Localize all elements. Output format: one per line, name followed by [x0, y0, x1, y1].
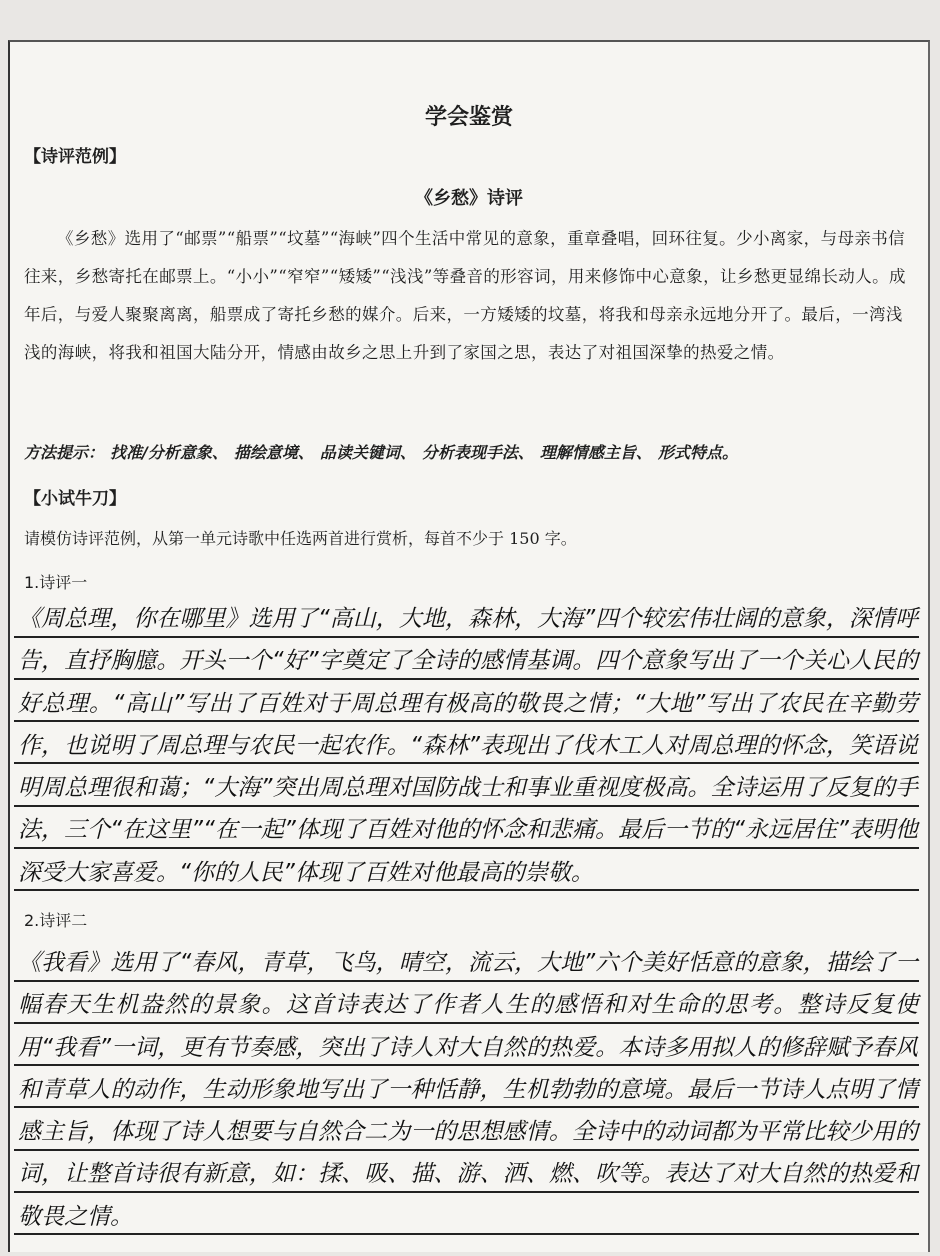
method-tip-2: 描绘意境、: [233, 443, 314, 462]
review2-label: 2.诗评二: [24, 911, 88, 930]
review1-label: 1.诗评一: [24, 573, 88, 592]
example-paragraph: 《乡愁》选用了“邮票”“船票”“坟墓”“海峡”四个生活中常见的意象，重章叠唱，回环往复。少小离家，与母亲书信往来，乡愁寄托在邮票上。“小小”“窄窄”“矮矮”“浅浅”等叠音的形容词，用来修饰中心意象，让乡愁更显绵长动人。成年后，与爱人聚聚离离，船票成了寄托乡愁的媒介。后来，一方矮矮的坟墓，将我和母亲永远地分开了。最后，一湾浅浅的海峡，将我和祖国大陆分开，情感由故乡之思上升到了家国之思，表达了对祖国深挚的热爱之情。: [24, 229, 906, 362]
method-tip-3: 品读关键词、: [319, 443, 416, 462]
example-title: 《乡愁》诗评: [415, 188, 523, 209]
method-tip-5: 理解情感主旨、: [539, 443, 652, 462]
method-tips: [24, 440, 909, 463]
worksheet-page: [8, 40, 930, 1252]
page-title: 学会鉴赏: [424, 105, 513, 130]
method-tip-6: 形式特点。: [657, 443, 738, 462]
example-section-heading: 【诗评范例】: [24, 147, 126, 167]
review2-handwritten-text: 《我看》选用了“春风，青草，飞鸟，晴空，流云，大地”六个美好恬意的意象，描绘了一幅春天生机盎然的景象。这首诗表达了作者人生的感悟和对生命的思考。整诗反复使用“我看”一词，更有节奏感，突出了诗人对大自然的热爱。本诗多用拟人的修辞赋予春风和青草人的动作，生动形象地写出了一种恬静，生机勃勃的意境。最后一节诗人点明了情感主旨，体现了诗人想要与自然合二为一的思想感情。全诗中的动词都为平常比较少用的词，让整首诗很有新意，如：揉、吸、描、游、洒、燃、吹等。表达了对大自然的热爱和敬畏之情。: [18, 950, 918, 1230]
assignment-prompt: 请模仿诗评范例，从第一单元诗歌中任选两首进行赏析，每首不少于 150 字。: [24, 529, 577, 548]
method-tips-label: 方法提示：: [24, 443, 105, 462]
practice-section-heading: 【小试牛刀】: [24, 489, 126, 509]
review1-handwritten-text: 《周总理，你在哪里》选用了“高山，大地，森林，大海”四个较宏伟壮阔的意象，深情呼告，直抒胸臆。开头一个“好”字奠定了全诗的感情基调。四个意象写出了一个关心人民的好总理。“高山”写出了百姓对于周总理有极高的敬畏之情；“大地”写出了农民在辛勤劳作，也说明了周总理与农民一起农作。“森林”表现出了伐木工人对周总理的怀念，笑语说明周总理很和蔼；“大海”突出周总理对国防战士和事业重视度极高。全诗运用了反复的手法，三个“在这里”“在一起”体现了百姓对他的怀念和悲痛。最后一节的“永远居住”表明他深受大家喜爱。“你的人民”体现了百姓对他最高的崇敬。: [18, 606, 918, 886]
method-tip-4: 分析表现手法、: [421, 443, 534, 462]
method-tip-1: 找准/分析意象、: [110, 443, 228, 462]
